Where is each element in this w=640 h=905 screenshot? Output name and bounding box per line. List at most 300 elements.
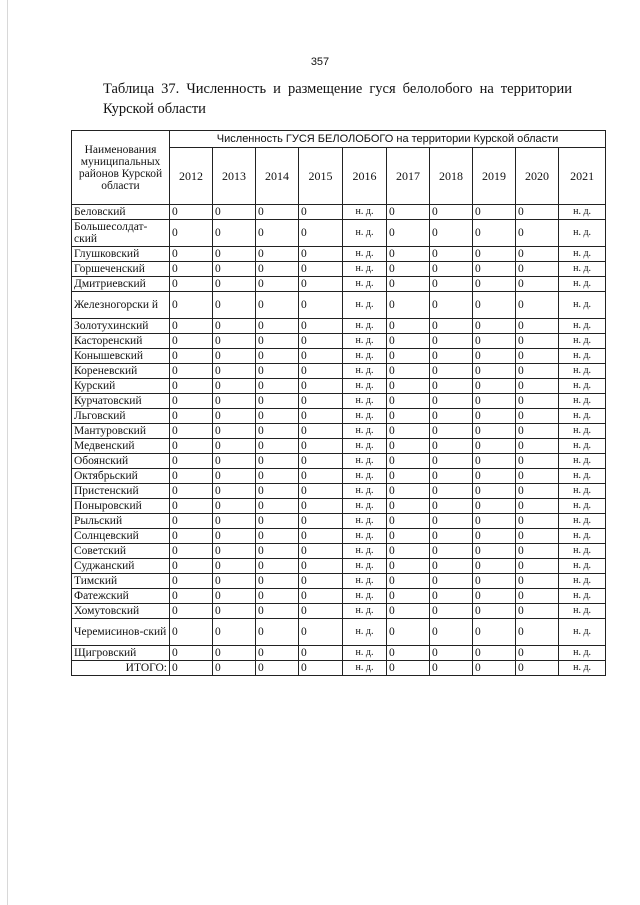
table-row <box>72 544 606 559</box>
value-cell-2019: 0 <box>473 484 516 499</box>
value-cell-2017: 0 <box>387 349 430 364</box>
value-cell-2016: н. д. <box>343 529 387 544</box>
value-cell-2014: 0 <box>256 319 299 334</box>
value-cell-2014: 0 <box>256 619 299 646</box>
table-row <box>72 514 606 529</box>
district-name: Кореневский <box>72 364 170 379</box>
value-cell-2021: н. д. <box>559 379 606 394</box>
value-cell-2012: 0 <box>170 499 213 514</box>
value-cell-2019: 0 <box>473 559 516 574</box>
value-cell-2014: 0 <box>256 220 299 247</box>
value-cell-2019: 0 <box>473 619 516 646</box>
value-cell-2013: 0 <box>213 262 256 277</box>
value-cell-2019: 0 <box>473 529 516 544</box>
value-cell-2021: н. д. <box>559 205 606 220</box>
value-cell-2012: 0 <box>170 454 213 469</box>
value-cell-2017: 0 <box>387 589 430 604</box>
value-cell-2019: 0 <box>473 319 516 334</box>
value-cell-2017: 0 <box>387 319 430 334</box>
value-cell-2017: 0 <box>387 334 430 349</box>
value-cell-2015: 0 <box>299 574 343 589</box>
value-cell-2018: 0 <box>430 544 473 559</box>
value-cell-2013: 0 <box>213 646 256 661</box>
value-cell-2015: 0 <box>299 220 343 247</box>
table-row <box>72 559 606 574</box>
value-cell-2013: 0 <box>213 334 256 349</box>
year-header-2017: 2017 <box>387 148 430 205</box>
district-name: Курский <box>72 379 170 394</box>
value-cell-2015: 0 <box>299 262 343 277</box>
table-row <box>72 499 606 514</box>
value-cell-2014: 0 <box>256 469 299 484</box>
value-cell-2012: 0 <box>170 292 213 319</box>
value-cell-2018: 0 <box>430 661 473 676</box>
page-number: 357 <box>310 56 330 68</box>
value-cell-2012: 0 <box>170 205 213 220</box>
table-row <box>72 484 606 499</box>
value-cell-2014: 0 <box>256 499 299 514</box>
district-name: Дмитриевский <box>72 277 170 292</box>
value-cell-2019: 0 <box>473 262 516 277</box>
value-cell-2019: 0 <box>473 514 516 529</box>
value-cell-2021: н. д. <box>559 559 606 574</box>
value-cell-2013: 0 <box>213 394 256 409</box>
value-cell-2021: н. д. <box>559 364 606 379</box>
value-cell-2014: 0 <box>256 349 299 364</box>
value-cell-2017: 0 <box>387 574 430 589</box>
value-cell-2015: 0 <box>299 544 343 559</box>
value-cell-2015: 0 <box>299 379 343 394</box>
value-cell-2015: 0 <box>299 205 343 220</box>
value-cell-2021: н. д. <box>559 220 606 247</box>
value-cell-2014: 0 <box>256 544 299 559</box>
value-cell-2020: 0 <box>516 661 559 676</box>
value-cell-2018: 0 <box>430 262 473 277</box>
value-cell-2017: 0 <box>387 454 430 469</box>
value-cell-2013: 0 <box>213 529 256 544</box>
value-cell-2016: н. д. <box>343 604 387 619</box>
value-cell-2020: 0 <box>516 544 559 559</box>
value-cell-2015: 0 <box>299 439 343 454</box>
district-name: Суджанский <box>72 559 170 574</box>
value-cell-2017: 0 <box>387 661 430 676</box>
year-header-2018: 2018 <box>430 148 473 205</box>
value-cell-2021: н. д. <box>559 514 606 529</box>
value-cell-2012: 0 <box>170 646 213 661</box>
value-cell-2012: 0 <box>170 604 213 619</box>
value-cell-2019: 0 <box>473 661 516 676</box>
value-cell-2015: 0 <box>299 529 343 544</box>
district-name: Тимский <box>72 574 170 589</box>
value-cell-2021: н. д. <box>559 544 606 559</box>
value-cell-2014: 0 <box>256 574 299 589</box>
value-cell-2015: 0 <box>299 247 343 262</box>
value-cell-2016: н. д. <box>343 334 387 349</box>
value-cell-2012: 0 <box>170 589 213 604</box>
value-cell-2018: 0 <box>430 589 473 604</box>
value-cell-2016: н. д. <box>343 364 387 379</box>
value-cell-2016: н. д. <box>343 661 387 676</box>
district-name: Конышевский <box>72 349 170 364</box>
year-header-2020: 2020 <box>516 148 559 205</box>
value-cell-2018: 0 <box>430 529 473 544</box>
value-cell-2021: н. д. <box>559 292 606 319</box>
value-cell-2017: 0 <box>387 409 430 424</box>
value-cell-2019: 0 <box>473 646 516 661</box>
value-cell-2012: 0 <box>170 574 213 589</box>
scan-edge-line <box>7 0 8 905</box>
population-group-header: Численность ГУСЯ БЕЛОЛОБОГО на территории Курской области <box>170 131 606 148</box>
value-cell-2015: 0 <box>299 559 343 574</box>
value-cell-2019: 0 <box>473 454 516 469</box>
value-cell-2014: 0 <box>256 589 299 604</box>
district-name: Советский <box>72 544 170 559</box>
value-cell-2018: 0 <box>430 364 473 379</box>
value-cell-2020: 0 <box>516 205 559 220</box>
value-cell-2021: н. д. <box>559 589 606 604</box>
table-caption <box>103 79 572 119</box>
value-cell-2020: 0 <box>516 484 559 499</box>
value-cell-2020: 0 <box>516 247 559 262</box>
district-name: Рыльский <box>72 514 170 529</box>
value-cell-2016: н. д. <box>343 319 387 334</box>
value-cell-2014: 0 <box>256 205 299 220</box>
value-cell-2014: 0 <box>256 424 299 439</box>
value-cell-2012: 0 <box>170 619 213 646</box>
table-row <box>72 646 606 661</box>
year-header-2016: 2016 <box>343 148 387 205</box>
value-cell-2018: 0 <box>430 439 473 454</box>
value-cell-2020: 0 <box>516 319 559 334</box>
value-cell-2014: 0 <box>256 514 299 529</box>
value-cell-2014: 0 <box>256 394 299 409</box>
value-cell-2012: 0 <box>170 364 213 379</box>
value-cell-2012: 0 <box>170 439 213 454</box>
value-cell-2013: 0 <box>213 604 256 619</box>
value-cell-2021: н. д. <box>559 439 606 454</box>
value-cell-2013: 0 <box>213 454 256 469</box>
value-cell-2019: 0 <box>473 334 516 349</box>
table-body <box>72 205 606 676</box>
value-cell-2015: 0 <box>299 334 343 349</box>
value-cell-2016: н. д. <box>343 619 387 646</box>
value-cell-2021: н. д. <box>559 394 606 409</box>
value-cell-2020: 0 <box>516 364 559 379</box>
value-cell-2020: 0 <box>516 394 559 409</box>
district-name: Железногорски й <box>72 292 170 319</box>
district-name: Глушковский <box>72 247 170 262</box>
value-cell-2019: 0 <box>473 277 516 292</box>
value-cell-2020: 0 <box>516 574 559 589</box>
value-cell-2018: 0 <box>430 559 473 574</box>
value-cell-2018: 0 <box>430 499 473 514</box>
table-row <box>72 409 606 424</box>
value-cell-2016: н. д. <box>343 484 387 499</box>
value-cell-2020: 0 <box>516 349 559 364</box>
district-name: Октябрьский <box>72 469 170 484</box>
value-cell-2020: 0 <box>516 454 559 469</box>
value-cell-2016: н. д. <box>343 220 387 247</box>
value-cell-2017: 0 <box>387 379 430 394</box>
district-name: Обоянский <box>72 454 170 469</box>
value-cell-2014: 0 <box>256 439 299 454</box>
table-row <box>72 589 606 604</box>
value-cell-2016: н. д. <box>343 424 387 439</box>
value-cell-2017: 0 <box>387 514 430 529</box>
value-cell-2016: н. д. <box>343 574 387 589</box>
value-cell-2019: 0 <box>473 292 516 319</box>
total-row <box>72 661 606 676</box>
value-cell-2020: 0 <box>516 514 559 529</box>
value-cell-2018: 0 <box>430 205 473 220</box>
value-cell-2018: 0 <box>430 424 473 439</box>
value-cell-2021: н. д. <box>559 484 606 499</box>
value-cell-2018: 0 <box>430 277 473 292</box>
table-row <box>72 334 606 349</box>
district-name: Медвенский <box>72 439 170 454</box>
value-cell-2013: 0 <box>213 469 256 484</box>
value-cell-2013: 0 <box>213 484 256 499</box>
value-cell-2021: н. д. <box>559 262 606 277</box>
value-cell-2021: н. д. <box>559 277 606 292</box>
value-cell-2017: 0 <box>387 604 430 619</box>
district-name: Хомутовский <box>72 604 170 619</box>
value-cell-2014: 0 <box>256 409 299 424</box>
district-name: Беловский <box>72 205 170 220</box>
year-header-2012: 2012 <box>170 148 213 205</box>
value-cell-2013: 0 <box>213 364 256 379</box>
value-cell-2021: н. д. <box>559 646 606 661</box>
value-cell-2014: 0 <box>256 379 299 394</box>
table-row <box>72 292 606 319</box>
value-cell-2020: 0 <box>516 646 559 661</box>
value-cell-2013: 0 <box>213 205 256 220</box>
population-table <box>71 130 606 676</box>
value-cell-2015: 0 <box>299 619 343 646</box>
value-cell-2013: 0 <box>213 499 256 514</box>
value-cell-2018: 0 <box>430 574 473 589</box>
value-cell-2021: н. д. <box>559 604 606 619</box>
value-cell-2021: н. д. <box>559 454 606 469</box>
year-header-2015: 2015 <box>299 148 343 205</box>
value-cell-2018: 0 <box>430 646 473 661</box>
value-cell-2021: н. д. <box>559 499 606 514</box>
value-cell-2018: 0 <box>430 469 473 484</box>
value-cell-2018: 0 <box>430 349 473 364</box>
value-cell-2015: 0 <box>299 484 343 499</box>
value-cell-2015: 0 <box>299 319 343 334</box>
value-cell-2021: н. д. <box>559 661 606 676</box>
table-row <box>72 262 606 277</box>
value-cell-2012: 0 <box>170 262 213 277</box>
value-cell-2019: 0 <box>473 439 516 454</box>
value-cell-2018: 0 <box>430 409 473 424</box>
value-cell-2019: 0 <box>473 424 516 439</box>
value-cell-2019: 0 <box>473 574 516 589</box>
value-cell-2019: 0 <box>473 220 516 247</box>
district-name: Щигровский <box>72 646 170 661</box>
value-cell-2016: н. д. <box>343 292 387 319</box>
district-name: Фатежский <box>72 589 170 604</box>
value-cell-2016: н. д. <box>343 439 387 454</box>
value-cell-2020: 0 <box>516 529 559 544</box>
value-cell-2020: 0 <box>516 334 559 349</box>
district-name: Курчатовский <box>72 394 170 409</box>
value-cell-2019: 0 <box>473 247 516 262</box>
value-cell-2014: 0 <box>256 277 299 292</box>
value-cell-2013: 0 <box>213 559 256 574</box>
value-cell-2016: н. д. <box>343 559 387 574</box>
district-name-header: Наименования муниципальных районов Курской области <box>72 131 170 205</box>
value-cell-2021: н. д. <box>559 319 606 334</box>
value-cell-2015: 0 <box>299 292 343 319</box>
value-cell-2013: 0 <box>213 379 256 394</box>
value-cell-2020: 0 <box>516 262 559 277</box>
value-cell-2015: 0 <box>299 277 343 292</box>
value-cell-2014: 0 <box>256 364 299 379</box>
value-cell-2012: 0 <box>170 319 213 334</box>
table-row <box>72 364 606 379</box>
value-cell-2012: 0 <box>170 277 213 292</box>
value-cell-2018: 0 <box>430 454 473 469</box>
value-cell-2015: 0 <box>299 514 343 529</box>
value-cell-2017: 0 <box>387 619 430 646</box>
value-cell-2017: 0 <box>387 646 430 661</box>
value-cell-2013: 0 <box>213 292 256 319</box>
value-cell-2021: н. д. <box>559 349 606 364</box>
value-cell-2021: н. д. <box>559 409 606 424</box>
value-cell-2019: 0 <box>473 205 516 220</box>
value-cell-2012: 0 <box>170 529 213 544</box>
value-cell-2017: 0 <box>387 559 430 574</box>
value-cell-2019: 0 <box>473 589 516 604</box>
table-row <box>72 379 606 394</box>
year-header-2021: 2021 <box>559 148 606 205</box>
value-cell-2013: 0 <box>213 661 256 676</box>
district-name: Льговский <box>72 409 170 424</box>
value-cell-2013: 0 <box>213 247 256 262</box>
table-row <box>72 604 606 619</box>
value-cell-2016: н. д. <box>343 544 387 559</box>
value-cell-2021: н. д. <box>559 469 606 484</box>
value-cell-2012: 0 <box>170 247 213 262</box>
value-cell-2012: 0 <box>170 349 213 364</box>
value-cell-2019: 0 <box>473 394 516 409</box>
value-cell-2017: 0 <box>387 529 430 544</box>
value-cell-2018: 0 <box>430 484 473 499</box>
table-row <box>72 247 606 262</box>
value-cell-2019: 0 <box>473 469 516 484</box>
value-cell-2014: 0 <box>256 292 299 319</box>
district-name: Золотухинский <box>72 319 170 334</box>
value-cell-2017: 0 <box>387 262 430 277</box>
table-row <box>72 394 606 409</box>
value-cell-2020: 0 <box>516 604 559 619</box>
value-cell-2013: 0 <box>213 220 256 247</box>
value-cell-2016: н. д. <box>343 394 387 409</box>
value-cell-2015: 0 <box>299 349 343 364</box>
value-cell-2014: 0 <box>256 454 299 469</box>
district-name: Поныровский <box>72 499 170 514</box>
value-cell-2019: 0 <box>473 379 516 394</box>
value-cell-2015: 0 <box>299 454 343 469</box>
value-cell-2015: 0 <box>299 646 343 661</box>
value-cell-2019: 0 <box>473 364 516 379</box>
value-cell-2014: 0 <box>256 262 299 277</box>
value-cell-2015: 0 <box>299 589 343 604</box>
value-cell-2021: н. д. <box>559 529 606 544</box>
table-row <box>72 619 606 646</box>
value-cell-2013: 0 <box>213 514 256 529</box>
value-cell-2019: 0 <box>473 499 516 514</box>
value-cell-2016: н. д. <box>343 262 387 277</box>
value-cell-2018: 0 <box>430 319 473 334</box>
table-row <box>72 205 606 220</box>
value-cell-2016: н. д. <box>343 499 387 514</box>
value-cell-2020: 0 <box>516 424 559 439</box>
value-cell-2016: н. д. <box>343 349 387 364</box>
value-cell-2017: 0 <box>387 499 430 514</box>
value-cell-2013: 0 <box>213 439 256 454</box>
value-cell-2013: 0 <box>213 544 256 559</box>
value-cell-2012: 0 <box>170 661 213 676</box>
value-cell-2018: 0 <box>430 619 473 646</box>
district-name: Касторенский <box>72 334 170 349</box>
value-cell-2021: н. д. <box>559 619 606 646</box>
value-cell-2016: н. д. <box>343 646 387 661</box>
value-cell-2018: 0 <box>430 604 473 619</box>
value-cell-2020: 0 <box>516 559 559 574</box>
header-row-group <box>72 131 606 148</box>
value-cell-2020: 0 <box>516 589 559 604</box>
table-row <box>72 454 606 469</box>
value-cell-2019: 0 <box>473 409 516 424</box>
value-cell-2017: 0 <box>387 247 430 262</box>
value-cell-2016: н. д. <box>343 379 387 394</box>
value-cell-2020: 0 <box>516 409 559 424</box>
value-cell-2014: 0 <box>256 646 299 661</box>
district-name: Пристенский <box>72 484 170 499</box>
value-cell-2017: 0 <box>387 220 430 247</box>
value-cell-2018: 0 <box>430 247 473 262</box>
value-cell-2013: 0 <box>213 349 256 364</box>
value-cell-2021: н. д. <box>559 574 606 589</box>
value-cell-2018: 0 <box>430 514 473 529</box>
table-row <box>72 424 606 439</box>
value-cell-2017: 0 <box>387 292 430 319</box>
value-cell-2017: 0 <box>387 277 430 292</box>
value-cell-2020: 0 <box>516 469 559 484</box>
value-cell-2020: 0 <box>516 292 559 319</box>
value-cell-2017: 0 <box>387 364 430 379</box>
value-cell-2012: 0 <box>170 334 213 349</box>
value-cell-2014: 0 <box>256 559 299 574</box>
value-cell-2012: 0 <box>170 514 213 529</box>
value-cell-2012: 0 <box>170 424 213 439</box>
table-row <box>72 220 606 247</box>
table-row <box>72 349 606 364</box>
table-row <box>72 319 606 334</box>
value-cell-2020: 0 <box>516 619 559 646</box>
district-name: Солнцевский <box>72 529 170 544</box>
value-cell-2016: н. д. <box>343 469 387 484</box>
table-row <box>72 469 606 484</box>
value-cell-2013: 0 <box>213 424 256 439</box>
value-cell-2019: 0 <box>473 604 516 619</box>
total-label: ИТОГО: <box>72 661 170 676</box>
value-cell-2013: 0 <box>213 589 256 604</box>
table-row <box>72 529 606 544</box>
